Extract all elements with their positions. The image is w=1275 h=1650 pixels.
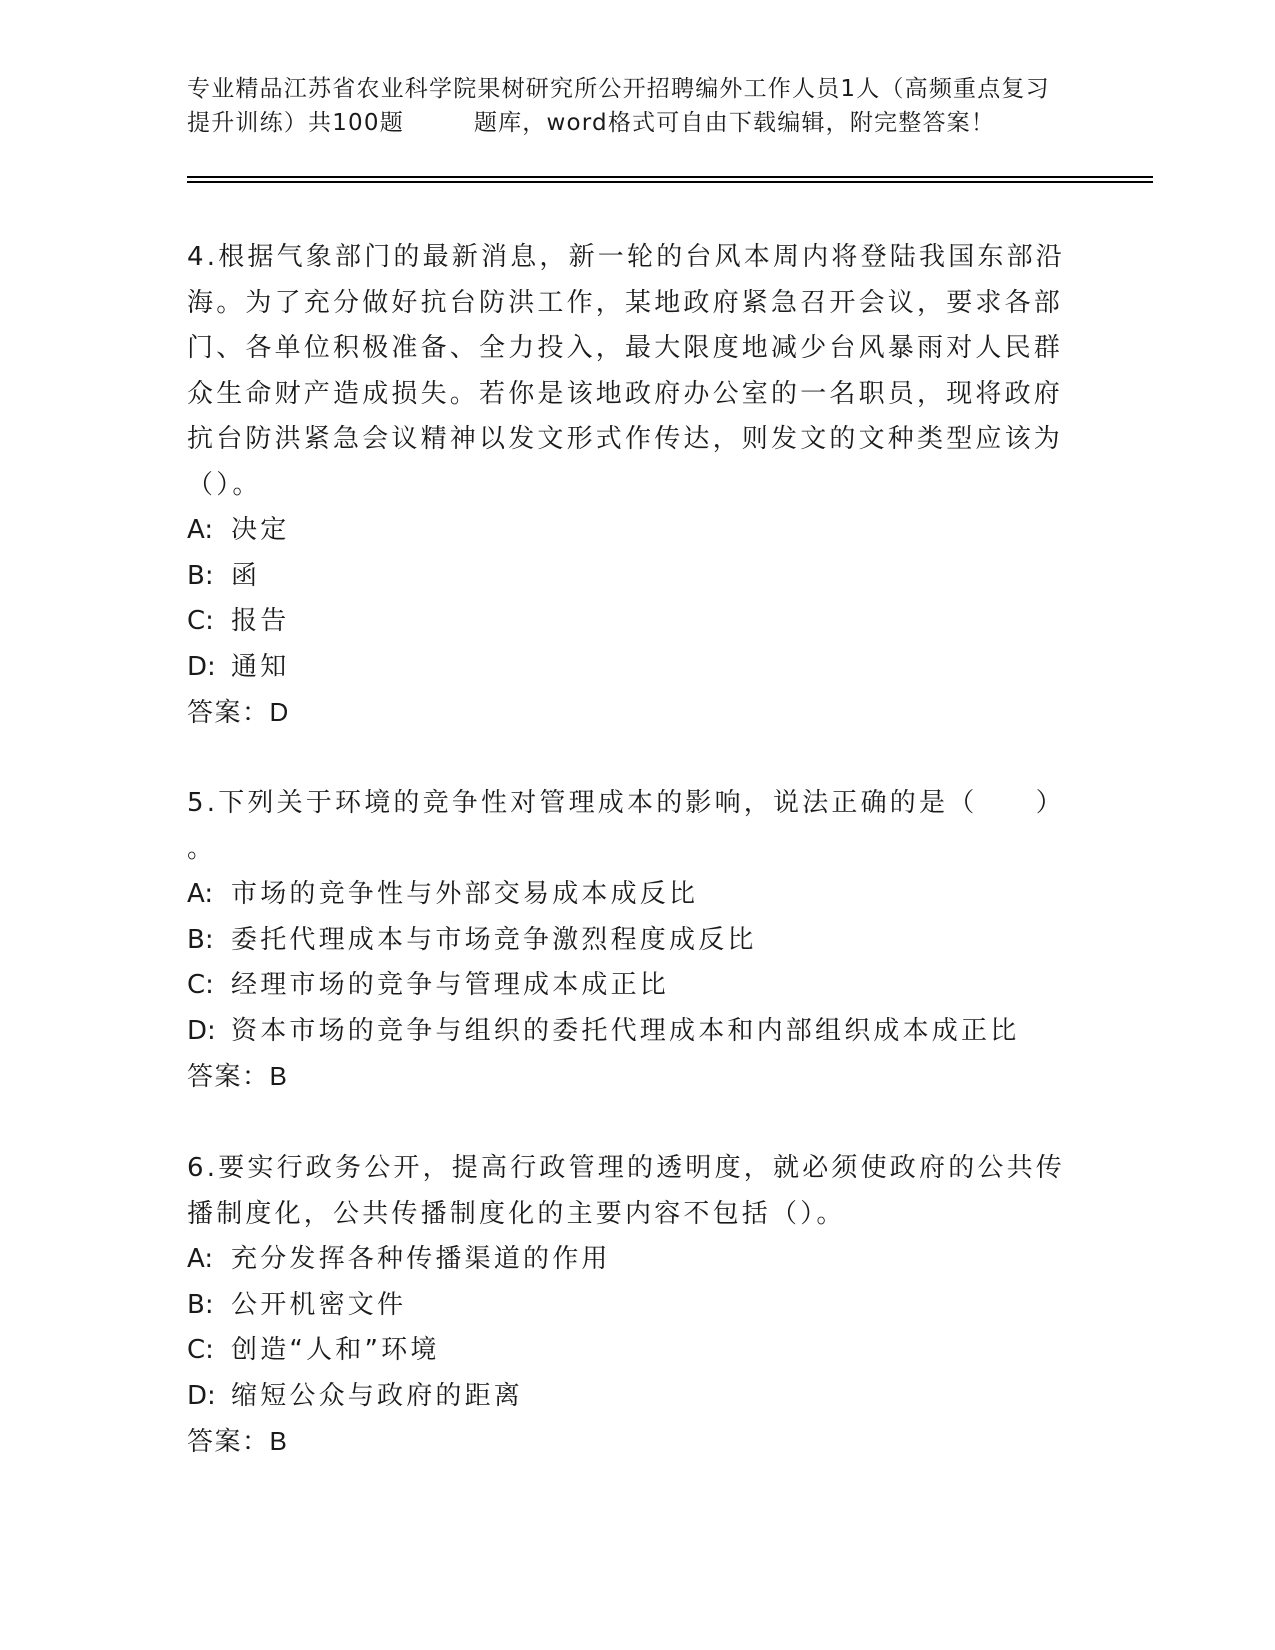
option-text: 报告 [231, 606, 290, 636]
option-letter: B: [187, 924, 214, 955]
question-5-answer: 答案：B [187, 1061, 289, 1091]
question-5-option-c [187, 963, 1067, 1009]
question-4-stem-line: （）。 [187, 469, 262, 500]
option-letter: B: [187, 560, 214, 591]
header-title-line-2-left: 提升训练）共100题 [187, 110, 404, 136]
option-letter: B: [187, 1289, 214, 1320]
question-6-option-a [187, 1237, 1067, 1283]
question-4-stem-line: 众生命财产造成损失。若你是该地政府办公室的一名职员，现将政府 [187, 378, 1064, 409]
question-4-answer: 答案：D [187, 697, 290, 727]
option-letter: A: [187, 515, 214, 545]
option-text: 充分发挥各种传播渠道的作用 [231, 1244, 611, 1274]
question-4 [187, 235, 1067, 736]
option-text: 公开机密文件 [231, 1289, 407, 1320]
option-letter: D: [187, 651, 216, 682]
option-text: 函 [231, 560, 261, 591]
option-text: 资本市场的竞争与组织的委托代理成本和内部组织成本成正比 [231, 1015, 1020, 1046]
question-4-option-c [187, 599, 1067, 645]
question-6-stem-line: 6.要实行政务公开，提高行政管理的透明度，就必须使政府的公共传 [187, 1153, 1066, 1183]
question-5-option-d [187, 1009, 1067, 1055]
option-letter: D: [187, 1380, 216, 1411]
question-5-option-a [187, 872, 1067, 918]
question-5-stem-line: 。 [187, 833, 217, 864]
header-divider-top [187, 176, 1153, 178]
question-5 [187, 781, 1067, 1100]
option-letter: C: [187, 970, 214, 1000]
question-4-option-a [187, 508, 1067, 554]
header-title-line-1: 专业精品江苏省农业科学院果树研究所公开招聘编外工作人员1人（高频重点复习 [187, 76, 1050, 102]
option-letter: A: [187, 879, 214, 909]
question-6-option-d [187, 1374, 1067, 1420]
option-text: 决定 [231, 515, 290, 545]
header-divider-bottom [187, 181, 1153, 183]
question-5-option-b [187, 918, 1067, 964]
question-4-stem-line: 门、各单位积极准备、全力投入，最大限度地减少台风暴雨对人民群 [187, 333, 1064, 363]
question-6-answer: 答案：B [187, 1426, 289, 1456]
question-6 [187, 1146, 1067, 1465]
question-6-stem [187, 1146, 1067, 1237]
header-title-line-2 [187, 106, 1087, 140]
header-title-line-2-right: 题库，word格式可自由下载编辑，附完整答案！ [473, 110, 996, 136]
option-text: 经理市场的竞争与管理成本成正比 [231, 970, 670, 1000]
option-text: 市场的竞争性与外部交易成本成反比 [231, 879, 699, 909]
option-letter: C: [187, 1335, 214, 1365]
option-letter: C: [187, 606, 214, 636]
question-4-stem [187, 235, 1067, 508]
question-6-option-c [187, 1328, 1067, 1374]
document-header [187, 72, 1087, 140]
option-letter: D: [187, 1015, 216, 1046]
option-letter: A: [187, 1244, 214, 1274]
question-4-stem-line: 抗台防洪紧急会议精神以发文形式作传达，则发文的文种类型应该为 [187, 424, 1064, 454]
option-text: 创造“人和”环境 [231, 1335, 440, 1365]
question-4-stem-line: 4.根据气象部门的最新消息，新一轮的台风本周内将登陆我国东部沿 [187, 242, 1066, 272]
question-6-option-b [187, 1283, 1067, 1329]
option-text: 缩短公众与政府的距离 [231, 1380, 524, 1411]
question-5-stem-line: 5.下列关于环境的竞争性对管理成本的影响，说法正确的是（ ） [187, 788, 1066, 818]
question-6-stem-line: 播制度化，公共传播制度化的主要内容不包括（）。 [187, 1198, 846, 1229]
question-4-option-b [187, 554, 1067, 600]
question-4-option-d [187, 645, 1067, 691]
option-text: 通知 [231, 651, 290, 682]
question-4-stem-line: 海。为了充分做好抗台防洪工作，某地政府紧急召开会议，要求各部 [187, 287, 1064, 318]
question-5-stem [187, 781, 1067, 872]
option-text: 委托代理成本与市场竞争激烈程度成反比 [231, 924, 757, 955]
